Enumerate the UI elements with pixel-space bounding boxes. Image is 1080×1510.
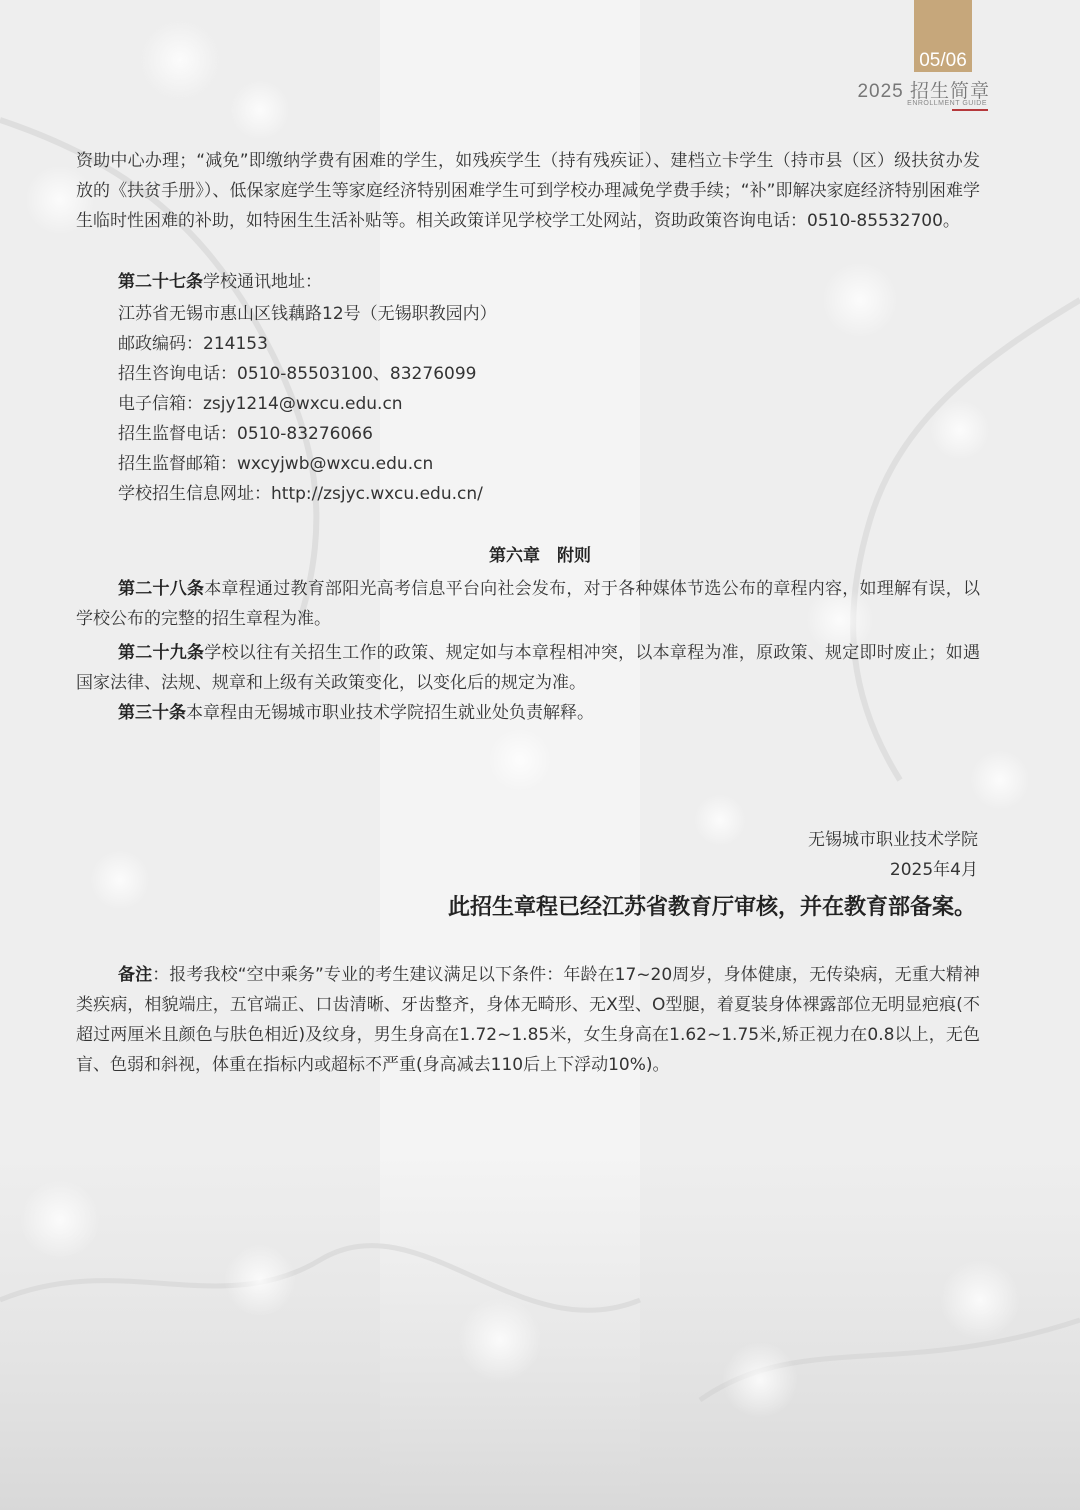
header-title: 2025 招生简章 <box>857 81 990 102</box>
website-line: 学校招生信息网址：http://zsjyc.wxcu.edu.cn/ <box>118 484 483 504</box>
postcode-line: 邮政编码：214153 <box>118 334 268 354</box>
article-27-title: 学校通讯地址： <box>203 272 322 292</box>
article-29 <box>76 638 980 698</box>
chapter-6-title: 第六章 附则 <box>489 546 591 566</box>
signature-school: 无锡城市职业技术学院 <box>808 830 978 850</box>
article-28-head: 第二十八条 <box>118 579 205 599</box>
signature-date: 2025年4月 <box>889 860 978 880</box>
article-27-head: 第二十七条 <box>118 272 203 292</box>
article-30-head: 第三十条 <box>118 703 186 723</box>
aid-paragraph-text: 资助中心办理；“减免”即缴纳学费有困难的学生，如残疾学生（持有残疾证）、建档立卡学生（持市县（区）级扶贫办发放的《扶贫手册》）、低保家庭学生等家庭经济特别困难学生可到学校办理减免学费手续；“补”即解决家庭经济特别困难学生临时性困难的补助，如特困生生活补贴等。相关政策详见学校学工处网站，资助政策咨询电话：0510-85532700。 <box>76 151 980 231</box>
address-line: 江苏省无锡市惠山区钱藕路12号（无锡职教园内） <box>118 304 497 324</box>
article-27 <box>118 267 497 509</box>
remark-text-block <box>76 960 980 1080</box>
header-subtitle: ENROLLMENT GUIDE <box>907 100 987 107</box>
supervision-email-line: 招生监督邮箱：wxcyjwb@wxcu.edu.cn <box>118 454 434 474</box>
article-29-head: 第二十九条 <box>118 643 205 663</box>
approval-notice: 此招生章程已经江苏省教育厅审核，并在教育部备案。 <box>447 895 976 920</box>
remark-text: ：报考我校“空中乘务”专业的考生建议满足以下条件：年龄在17~20周岁，身体健康，无传染病，无重大精神类疾病，相貌端庄，五官端正、口齿清晰、牙齿整齐，身体无畸形、无X型、O型腿，着夏装身体裸露部位无明显疤痕(不超过两厘米且颜色与肤色相近)及纹身，男生身高在1.72~1.85米，女生身高在1.62~1.75米,矫正视力在0.8以上，无色盲、色弱和斜视，体重在指标内或超标不严重(身高减去110后上下浮动10%)。 <box>76 965 980 1075</box>
article-28-text: 本章程通过教育部阳光高考信息平台向社会发布，对于各种媒体节选公布的章程内容，如理解有误，以学校公布的完整的招生章程为准。 <box>76 579 981 629</box>
articles-28-30 <box>76 574 980 728</box>
article-30-text: 本章程由无锡城市职业技术学院招生就业处负责解释。 <box>186 703 594 723</box>
aid-paragraph <box>76 146 980 236</box>
remark-head: 备注 <box>118 965 153 985</box>
article-30 <box>76 698 980 728</box>
email-line: 电子信箱：zsjy1214@wxcu.edu.cn <box>118 394 403 414</box>
article-27-heading <box>118 267 497 297</box>
article-29-text: 学校以往有关招生工作的政策、规定如与本章程相冲突，以本章程为准，原政策、规定即时废止；如遇国家法律、法规、规章和上级有关政策变化，以变化后的规定为准。 <box>76 643 981 693</box>
consult-phone-line: 招生咨询电话：0510-85503100、83276099 <box>118 364 477 384</box>
remark-paragraph <box>76 960 980 1080</box>
page-number: 05/06 <box>919 50 967 71</box>
article-28 <box>76 574 980 634</box>
supervision-phone-line: 招生监督电话：0510-83276066 <box>118 424 373 444</box>
